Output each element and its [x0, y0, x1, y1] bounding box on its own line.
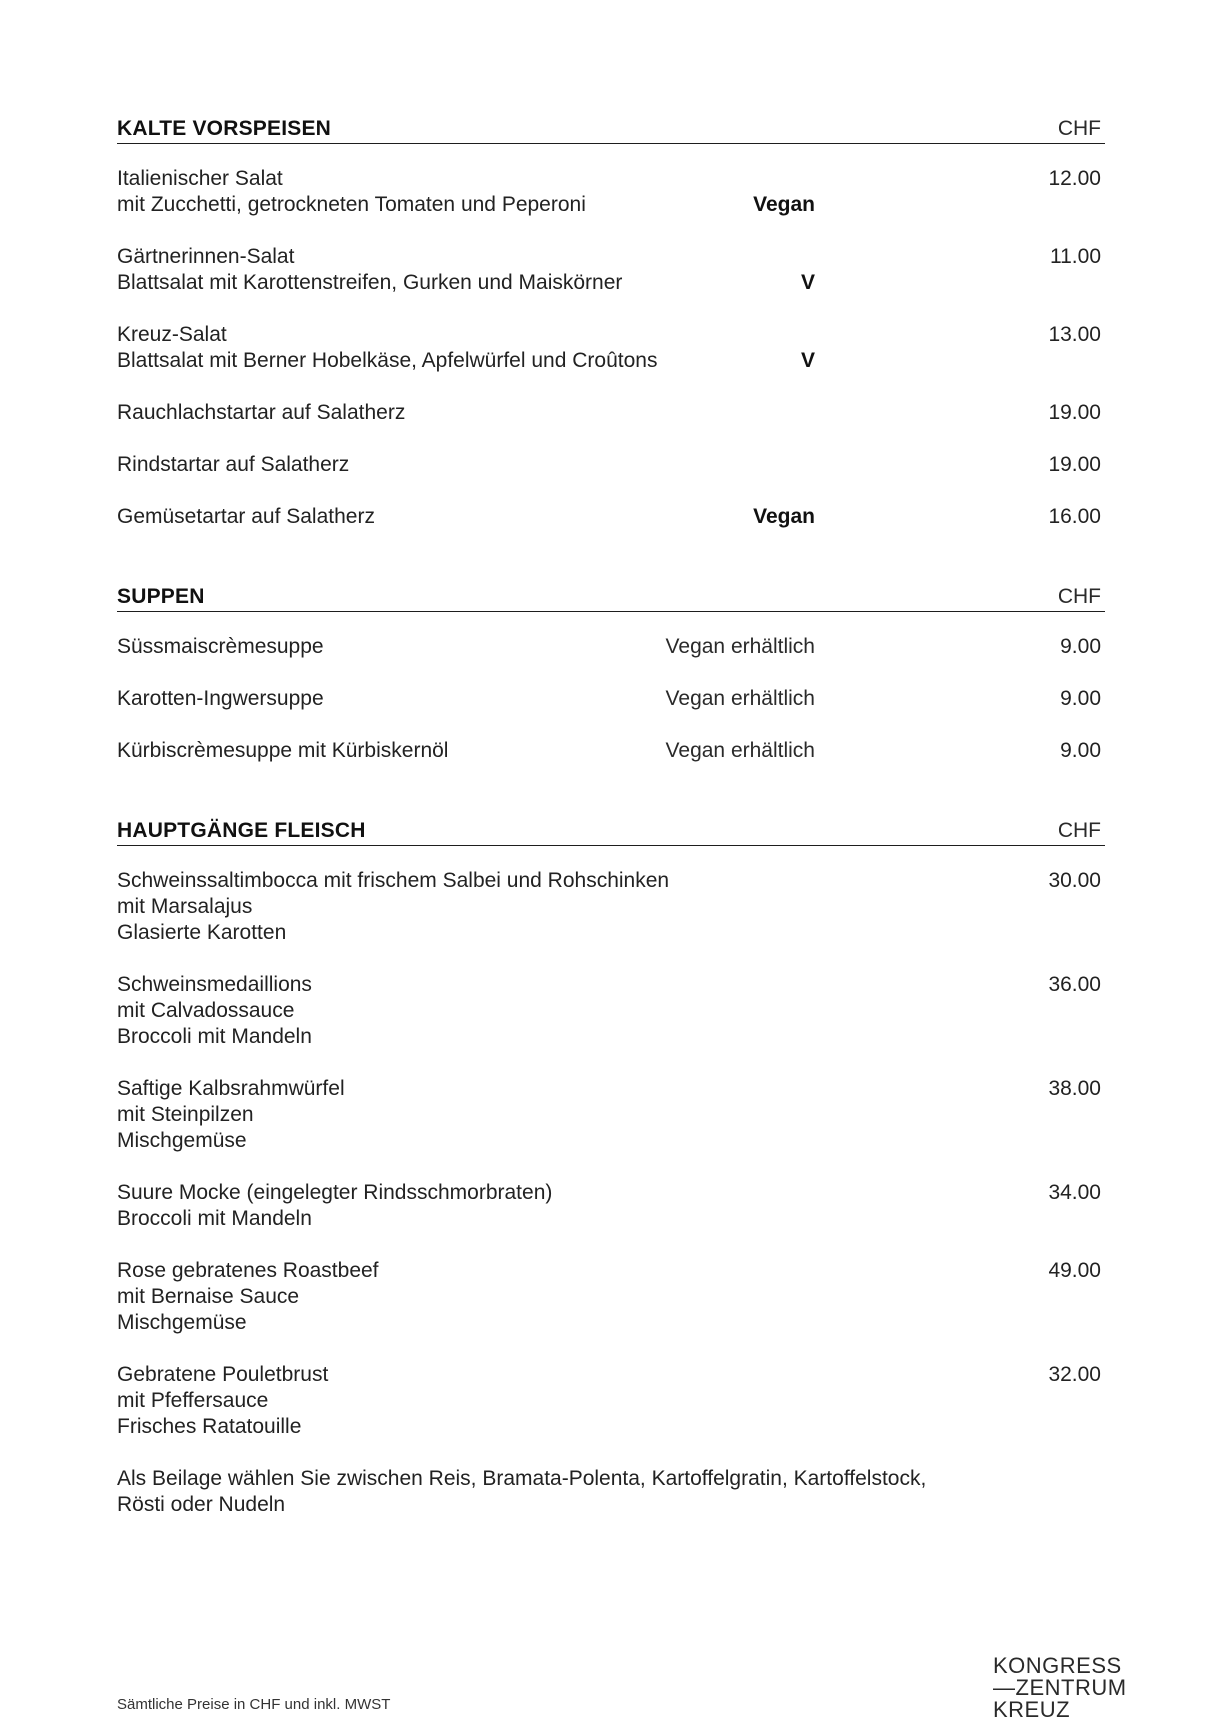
diet-tag: Vegan erhältlich: [665, 635, 815, 658]
note-line: Als Beilage wählen Sie zwischen Reis, Bramata-Polenta, Kartoffelgratin, Kartoffelstock,: [117, 1467, 927, 1490]
logo-line: KONGRESS: [993, 1653, 1122, 1678]
dish-name: Rose gebratenes Roastbeef: [117, 1259, 379, 1282]
section-title: HAUPTGÄNGE FLEISCH: [117, 819, 366, 842]
dish-side: Broccoli mit Mandeln: [117, 1025, 312, 1048]
dish-price: 9.00: [1060, 739, 1101, 762]
dish-sauce: mit Bernaise Sauce: [117, 1285, 300, 1308]
menu-items: [117, 868, 1105, 1518]
logo-line: KREUZ: [993, 1697, 1071, 1722]
kongresszentrum-logo: [993, 1655, 1127, 1721]
menu-items: [117, 634, 1105, 764]
dish-price: 38.00: [1048, 1077, 1101, 1100]
dish-side: Broccoli mit Mandeln: [117, 1207, 312, 1230]
menu-item: [117, 1076, 1105, 1154]
dish-side: Mischgemüse: [117, 1129, 247, 1152]
dish-name: Schweinsmedaillions: [117, 973, 312, 996]
menu-item: [117, 244, 1105, 296]
dish-name: Süssmaiscrèmesuppe: [117, 635, 324, 658]
section-kalte-vorspeisen: [117, 115, 1105, 556]
menu-items: [117, 166, 1105, 530]
note-line: Rösti oder Nudeln: [117, 1493, 286, 1516]
dish-sauce: mit Steinpilzen: [117, 1103, 254, 1126]
dish-name: Italienischer Salat: [117, 167, 283, 190]
dish-price: 11.00: [1050, 245, 1101, 268]
dish-sauce: mit Calvadossauce: [117, 999, 295, 1022]
section-hauptgaenge-fleisch: [117, 817, 1105, 1518]
dish-name: Gemüsetartar auf Salatherz: [117, 505, 375, 528]
menu-item: [117, 738, 1105, 764]
dish-sauce: mit Pfeffersauce: [117, 1389, 269, 1412]
dish-price: 19.00: [1048, 453, 1101, 476]
dish-side: Glasierte Karotten: [117, 921, 287, 944]
dish-price: 34.00: [1048, 1181, 1101, 1204]
menu-item: [117, 322, 1105, 374]
currency-label: CHF: [1057, 585, 1101, 608]
menu-item: [117, 1180, 1105, 1232]
dish-name: Gebratene Pouletbrust: [117, 1363, 329, 1386]
dish-name: Kreuz-Salat: [117, 323, 227, 346]
dish-sauce: mit Marsalajus: [117, 895, 253, 918]
section-title: KALTE VORSPEISEN: [117, 117, 332, 140]
currency-label: CHF: [1057, 819, 1101, 842]
dish-price: 13.00: [1048, 323, 1101, 346]
dish-name: Rindstartar auf Salatherz: [117, 453, 350, 476]
dish-price: 12.00: [1048, 167, 1101, 190]
dish-name: Karotten-Ingwersuppe: [117, 687, 324, 710]
menu-item: [117, 686, 1105, 712]
menu-item: [117, 400, 1105, 426]
dish-name: Kürbiscrèmesuppe mit Kürbiskernöl: [117, 739, 449, 762]
dish-name: Schweinssaltimbocca mit frischem Salbei und Rohschinken: [117, 869, 670, 892]
diet-tag: Vegan: [753, 505, 815, 528]
diet-tag: V: [800, 349, 815, 372]
section-title: SUPPEN: [117, 585, 205, 608]
menu-item: [117, 166, 1105, 218]
currency-label: CHF: [1057, 117, 1101, 140]
dish-name: Gärtnerinnen-Salat: [117, 245, 295, 268]
menu-item: [117, 1258, 1105, 1336]
menu-item: [117, 452, 1105, 478]
menu-item: [117, 1362, 1105, 1440]
dish-price: 30.00: [1048, 869, 1101, 892]
diet-tag: Vegan: [753, 193, 815, 216]
dish-price: 9.00: [1060, 635, 1101, 658]
dish-name: Saftige Kalbsrahmwürfel: [117, 1077, 345, 1100]
price-footnote: Sämtliche Preise in CHF und inkl. MWST: [117, 1696, 391, 1713]
diet-tag: V: [800, 271, 815, 294]
dish-name: Suure Mocke (eingelegter Rindsschmorbraten): [117, 1181, 553, 1204]
diet-tag: Vegan erhältlich: [665, 739, 815, 762]
section-header: [117, 583, 1105, 612]
dish-price: 32.00: [1048, 1363, 1101, 1386]
dish-description: mit Zucchetti, getrockneten Tomaten und Peperoni: [117, 193, 586, 216]
logo-line: —ZENTRUM: [993, 1675, 1127, 1700]
dish-side: Frisches Ratatouille: [117, 1415, 302, 1438]
dish-description: Blattsalat mit Berner Hobelkäse, Apfelwürfel und Croûtons: [117, 349, 658, 372]
dish-description: Blattsalat mit Karottenstreifen, Gurken und Maiskörner: [117, 271, 623, 294]
dish-side: Mischgemüse: [117, 1311, 247, 1334]
diet-tag: Vegan erhältlich: [665, 687, 815, 710]
dish-name: Rauchlachstartar auf Salatherz: [117, 401, 406, 424]
menu-item: [117, 868, 1105, 946]
dish-price: 36.00: [1048, 973, 1101, 996]
dish-price: 49.00: [1048, 1259, 1101, 1282]
menu-item: [117, 972, 1105, 1050]
dish-price: 9.00: [1060, 687, 1101, 710]
side-dish-note: [117, 1466, 1105, 1518]
section-header: [117, 115, 1105, 144]
dish-price: 19.00: [1048, 401, 1101, 424]
menu-item: [117, 504, 1105, 530]
section-header: [117, 817, 1105, 846]
menu-item: [117, 634, 1105, 660]
section-suppen: [117, 583, 1105, 790]
dish-price: 16.00: [1048, 505, 1101, 528]
